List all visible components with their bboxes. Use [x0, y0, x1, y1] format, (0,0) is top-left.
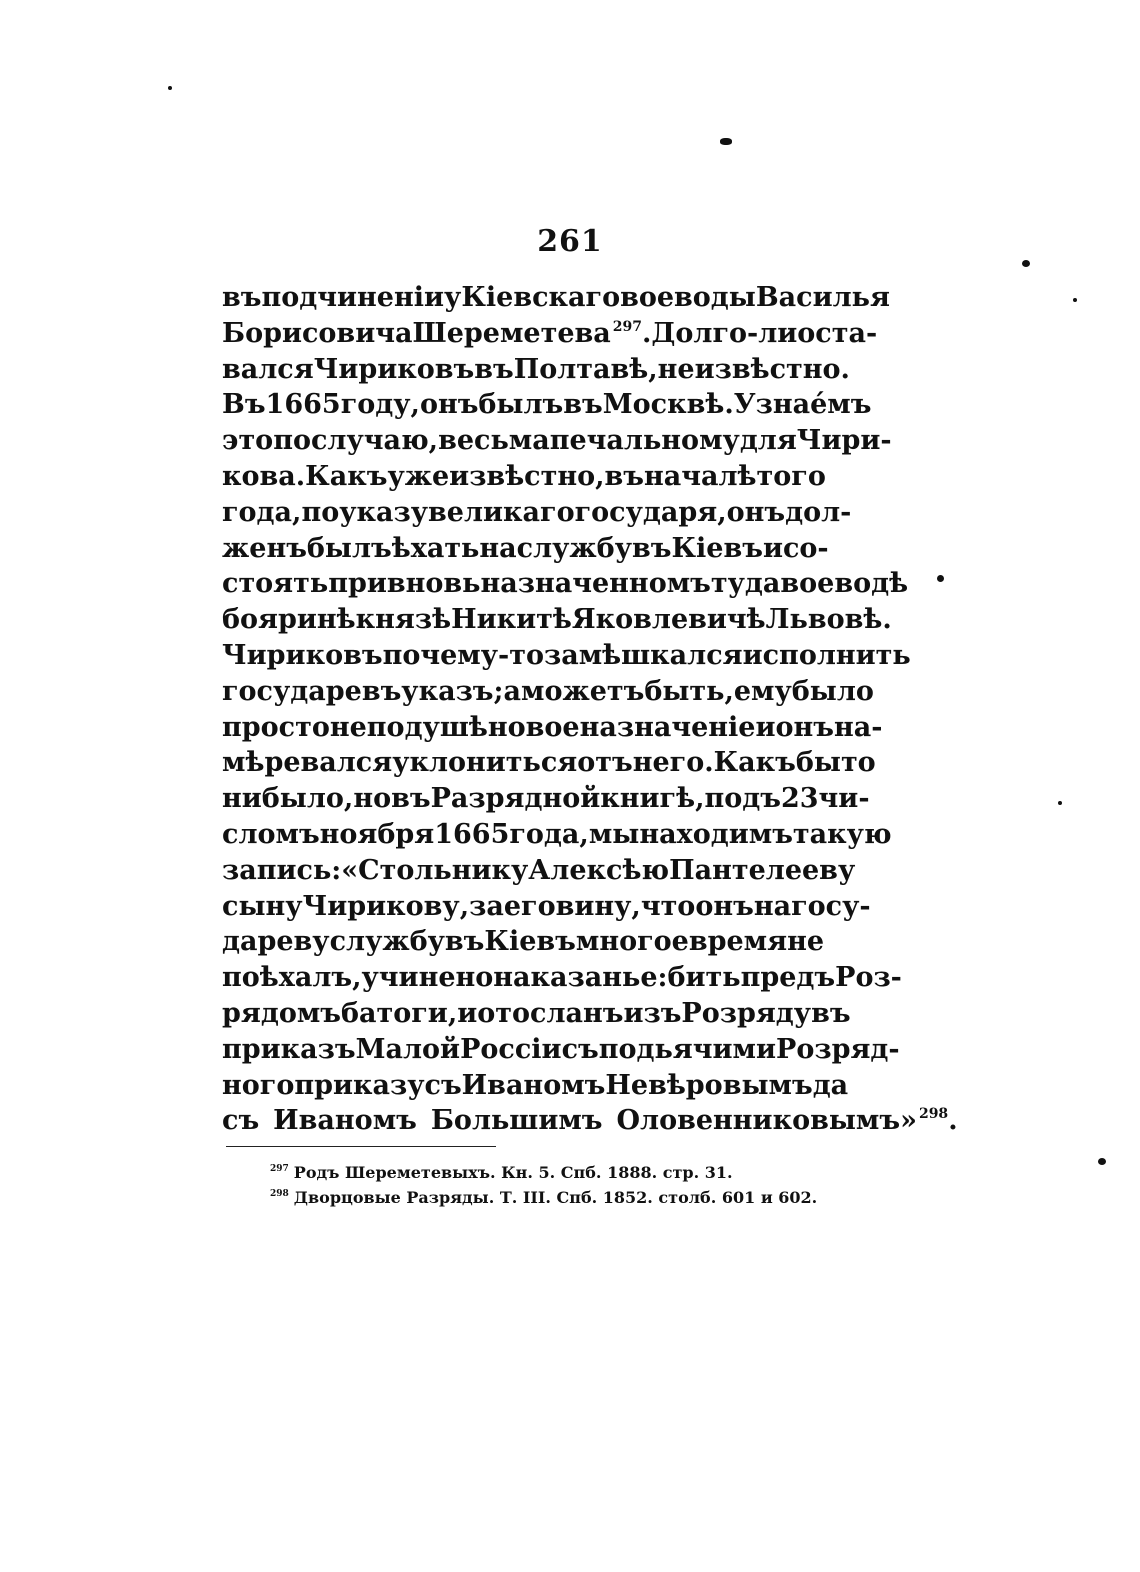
page-number: 261	[537, 224, 603, 259]
word: новое	[487, 711, 580, 743]
text-line	[222, 996, 851, 1032]
word: указъ;	[401, 675, 504, 707]
word: онъ	[726, 496, 786, 528]
word: находимъ	[639, 818, 793, 850]
word: на	[479, 532, 517, 564]
word: подчиненіи	[261, 282, 445, 313]
word: съ	[222, 1105, 260, 1137]
word: него.	[632, 747, 714, 779]
word: отъ	[577, 747, 633, 779]
text-line	[222, 781, 870, 817]
word: учинено	[361, 962, 494, 994]
text-line	[222, 316, 878, 352]
word: книгѣ,	[600, 783, 705, 815]
word: службу	[329, 926, 445, 958]
word: это	[222, 425, 274, 457]
word: 1665	[265, 389, 341, 421]
word: быть,	[644, 675, 734, 707]
word: Разрядной	[430, 783, 601, 815]
word: Какъ	[305, 460, 388, 492]
footnote-text: Дворцовые Разряды. Т. III. Спб. 1852. столб. 601 и 602.	[293, 1188, 818, 1207]
word: Борисовича	[222, 317, 413, 349]
word: Узнаéмъ	[733, 389, 872, 421]
word: Полтавѣ,	[513, 353, 658, 385]
word: Чириковъ	[222, 639, 383, 671]
footnote-ref: 298	[918, 1106, 949, 1123]
word: на-	[833, 711, 883, 743]
word: воеводѣ	[780, 568, 909, 600]
word: онъ	[775, 711, 834, 743]
body-text	[222, 280, 958, 1139]
word: службу	[516, 532, 632, 564]
word: князѣ	[355, 604, 452, 636]
word: ѣхать	[391, 532, 480, 564]
word: Никитѣ	[451, 604, 572, 636]
word: вновь	[386, 568, 481, 600]
word: бояринѣ	[222, 604, 356, 636]
word: можетъ	[520, 675, 645, 707]
word: сыну	[222, 890, 303, 922]
word: государевъ	[222, 675, 402, 707]
word: воеводы	[620, 282, 756, 313]
word: госу-	[791, 890, 871, 922]
footnote-text: Родъ Шереметевыхъ. Кн. 5. Спб. 1888. стр. 31.	[293, 1163, 733, 1182]
footnote-297	[270, 1160, 817, 1185]
word: и	[762, 532, 783, 564]
text-line	[222, 960, 902, 996]
word: съ	[424, 1069, 462, 1101]
word: въ	[222, 282, 262, 313]
word: ноября	[319, 818, 435, 850]
word: назначенномъ	[480, 568, 711, 600]
word: отосланъ	[477, 997, 624, 1029]
word: по	[366, 711, 405, 743]
scan-speck	[1098, 1158, 1106, 1165]
word: подьячими	[598, 1033, 777, 1065]
scan-speck	[1022, 260, 1030, 267]
word: за	[469, 890, 504, 922]
word: просто	[222, 711, 330, 743]
word: великаго	[428, 496, 575, 528]
word: Львовѣ.	[765, 604, 892, 636]
word: съ	[561, 1033, 599, 1065]
word: не	[329, 711, 367, 743]
word: онъ	[419, 389, 479, 421]
text-line	[222, 817, 892, 853]
word: весьма	[438, 425, 550, 457]
word: въ	[631, 532, 672, 564]
text-line	[222, 745, 876, 781]
word: бы	[795, 747, 841, 779]
word: Пантелееву	[669, 854, 856, 886]
word: душѣ	[404, 711, 488, 743]
word: на	[753, 890, 792, 922]
word: Иваномъ	[273, 1105, 417, 1137]
word: такую	[792, 818, 892, 850]
word: Кіевъ	[484, 926, 576, 958]
text-line	[222, 924, 825, 960]
word: оста-	[797, 317, 878, 349]
word: Алексѣю	[528, 854, 670, 886]
word: исполнить	[742, 639, 911, 671]
word: поѣхалъ,	[222, 962, 362, 994]
word: Россіи	[460, 1033, 562, 1065]
scan-speck	[720, 138, 732, 145]
word: Василья	[755, 282, 890, 313]
word: «Стольнику	[341, 854, 529, 886]
word: былъ	[306, 532, 392, 564]
word: Роз-	[835, 962, 902, 994]
word: а	[503, 675, 521, 707]
word: мѣревался	[222, 747, 393, 779]
word: вался	[222, 353, 314, 385]
word: уже	[387, 460, 450, 492]
word: году,	[340, 389, 420, 421]
word: Кіевъ	[671, 532, 763, 564]
word: предъ	[740, 962, 836, 994]
word: наказанье:	[493, 962, 668, 994]
word: Москвѣ.	[602, 389, 734, 421]
word: извѣстно,	[449, 460, 605, 492]
word: запись:	[222, 854, 342, 886]
word: стоять	[222, 568, 329, 600]
word: вину,	[555, 890, 641, 922]
footnote-mark: 297	[270, 1164, 289, 1174]
word: былъ	[478, 389, 564, 421]
word: ни	[222, 783, 262, 815]
footnote-mark: 298	[270, 1189, 289, 1199]
text-line	[222, 602, 892, 638]
word: въ	[604, 460, 644, 492]
footnote-divider	[226, 1146, 496, 1147]
word: женъ	[222, 532, 307, 564]
word: дол-	[785, 496, 852, 528]
text-line	[222, 387, 872, 423]
word: было,	[261, 783, 354, 815]
word: Иваномъ	[461, 1069, 606, 1101]
scan-speck	[937, 575, 944, 582]
word: туда	[710, 568, 781, 600]
word: кова.	[222, 460, 306, 492]
word: что	[640, 890, 696, 922]
word: въ	[563, 389, 603, 421]
word: подъ	[704, 783, 781, 815]
word: указу	[339, 496, 429, 528]
text-line	[222, 352, 850, 388]
word: изъ	[623, 997, 682, 1029]
word: у	[444, 282, 462, 313]
word: то	[840, 747, 876, 779]
word: Кіевскаго	[461, 282, 621, 313]
word: ему	[733, 675, 792, 707]
word: бить	[667, 962, 741, 994]
word: ного	[222, 1069, 295, 1101]
word: года,	[222, 496, 302, 528]
footnote-ref: 297	[612, 318, 642, 335]
text-line	[222, 674, 874, 710]
text-line	[222, 710, 883, 746]
word: года,	[509, 818, 589, 850]
word: Какъ	[713, 747, 796, 779]
word: Въ	[222, 389, 266, 421]
word: Яковлевичѣ	[571, 604, 766, 636]
word: неизвѣстно.	[657, 353, 850, 385]
word: началѣ	[644, 460, 757, 492]
text-line	[222, 638, 911, 674]
text-line	[222, 459, 826, 495]
word: Малой	[355, 1033, 461, 1065]
word: дареву	[222, 926, 330, 958]
word: назначеніе	[579, 711, 756, 743]
word: было	[791, 675, 874, 707]
word: замѣшкался	[543, 639, 743, 671]
word: въ	[391, 783, 431, 815]
word: государя,	[574, 496, 727, 528]
word: почему-то	[382, 639, 544, 671]
word: печальному	[549, 425, 740, 457]
word: рядомъ	[222, 997, 341, 1029]
word: и	[457, 997, 478, 1029]
word: батоги,	[341, 997, 458, 1029]
scan-speck	[1058, 801, 1062, 805]
word: Невѣровымъ	[605, 1069, 813, 1101]
word: Оловенниковымъ» $^{298}$.	[616, 1105, 958, 1137]
word: для	[739, 425, 797, 457]
word: но	[353, 783, 392, 815]
word: и	[755, 711, 776, 743]
word: да	[812, 1069, 849, 1101]
word: со-	[782, 532, 829, 564]
word: уклониться	[392, 747, 578, 779]
text-line	[222, 889, 871, 925]
word: мы	[588, 818, 640, 850]
text-line	[222, 853, 856, 889]
word: Чири-	[796, 425, 892, 457]
word: приказу	[294, 1069, 425, 1101]
word: по	[273, 425, 311, 457]
text-line	[222, 423, 892, 459]
word: Шереметева $^{297}$.	[412, 317, 652, 349]
text-line	[222, 280, 890, 316]
footnote-298	[270, 1185, 817, 1210]
word: Большимъ	[430, 1105, 603, 1137]
word: случаю,	[310, 425, 439, 457]
word: 23	[780, 783, 819, 815]
word: Чирикову,	[302, 890, 470, 922]
text-line	[222, 1032, 900, 1068]
word: онъ	[695, 890, 754, 922]
word: 1665	[434, 818, 510, 850]
word: въ	[811, 997, 851, 1029]
text-line	[222, 1068, 849, 1104]
word: въ	[474, 353, 514, 385]
word: его	[503, 890, 556, 922]
word: сломъ	[222, 818, 320, 850]
word: по	[301, 496, 340, 528]
text-line	[222, 495, 852, 531]
word: не	[787, 926, 825, 958]
text-line	[222, 531, 829, 567]
word: Долго-ли	[651, 317, 798, 349]
text-line	[222, 566, 909, 602]
word: при	[328, 568, 387, 600]
word: время	[688, 926, 788, 958]
scan-speck	[1073, 298, 1077, 302]
word: многое	[575, 926, 689, 958]
scan-speck	[168, 86, 172, 90]
word: чи-	[818, 783, 870, 815]
word: того	[756, 460, 826, 492]
word: приказъ	[222, 1033, 356, 1065]
footnotes	[270, 1160, 817, 1210]
word: Розряд-	[776, 1033, 900, 1065]
text-line	[222, 1103, 958, 1139]
word: въ	[444, 926, 485, 958]
word: Чириковъ	[313, 353, 475, 385]
word: Розряду	[681, 997, 812, 1029]
